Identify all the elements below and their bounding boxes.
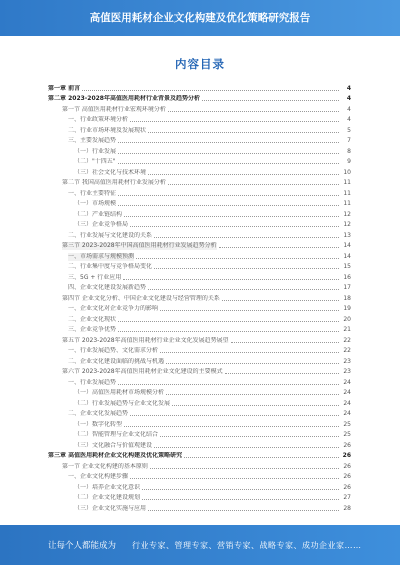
toc-entry-text: 三、5G + 行业应用 xyxy=(68,273,122,281)
toc-entry[interactable] xyxy=(48,240,351,251)
toc-page-number: 24 xyxy=(343,389,351,396)
toc-page-number: 24 xyxy=(343,378,351,386)
toc-entry[interactable] xyxy=(48,481,351,492)
toc-entry-text: 一、企业文化构建步骤 xyxy=(68,473,129,480)
toc-leader-dots xyxy=(118,331,339,332)
header-divider xyxy=(0,36,400,38)
toc-leader-dots xyxy=(222,300,339,301)
footer-slogan: 让每个人都能成为 xyxy=(48,541,117,551)
toc-entry-text: 一、行业发展趋势 xyxy=(68,378,117,386)
toc-leader-dots xyxy=(142,489,339,490)
toc-entry-text: 一、行业主要特征 xyxy=(68,189,117,197)
toc-entry-text: （三）文化融合与价值观建设 xyxy=(74,441,153,449)
toc-leader-dots xyxy=(118,321,339,322)
toc-page-number: 27 xyxy=(343,494,351,501)
toc-entry-text: （一）培养企业文化意识 xyxy=(74,483,141,491)
toc-entry[interactable] xyxy=(48,282,351,293)
toc-leader-dots xyxy=(154,237,339,238)
toc-entry[interactable] xyxy=(48,229,351,240)
toc-page-number: 25 xyxy=(343,420,351,428)
page-footer xyxy=(0,525,400,565)
toc-leader-dots xyxy=(130,121,339,122)
toc-entry-text: （一）市场规模 xyxy=(74,200,117,207)
toc-heading: 内容目录 xyxy=(175,57,225,71)
toc-leader-dots xyxy=(225,373,339,374)
toc-page-number: 23 xyxy=(343,368,351,375)
toc-page-number: 26 xyxy=(343,483,351,491)
toc-entry[interactable] xyxy=(48,156,351,167)
toc-page-number: 16 xyxy=(343,273,351,281)
toc-page-number: 26 xyxy=(343,462,351,470)
toc-page-number: 26 xyxy=(343,441,351,449)
toc-leader-dots xyxy=(219,247,339,248)
toc-page-number: 22 xyxy=(343,336,351,344)
toc-page-number: 13 xyxy=(343,231,351,239)
toc-leader-dots xyxy=(118,142,339,143)
toc-entry-text: 一、行业发展趋势、文化需求分析 xyxy=(68,347,159,354)
toc-entry-text: （一）数字化转型 xyxy=(74,420,123,428)
toc-entry[interactable] xyxy=(48,145,351,156)
toc-entry[interactable] xyxy=(48,429,351,440)
toc-entry-text: 二、行业集中度与竞争格局变化 xyxy=(68,263,153,270)
toc-entry[interactable] xyxy=(48,219,351,230)
toc-page-number: 19 xyxy=(343,305,351,312)
toc-leader-dots xyxy=(168,111,339,112)
toc-leader-dots xyxy=(150,468,339,469)
toc-leader-dots xyxy=(154,268,339,269)
toc-page-number: 11 xyxy=(343,189,351,197)
toc-leader-dots xyxy=(82,90,339,91)
toc-leader-dots xyxy=(168,184,339,185)
toc-entry-text: 第一章 前言 xyxy=(48,84,81,92)
toc-page-number: 25 xyxy=(343,431,351,438)
toc-entry[interactable] xyxy=(48,124,351,135)
toc-leader-dots xyxy=(160,436,339,437)
report-title: 高值医用耗材企业文化构建及优化策略研究报告 xyxy=(89,12,311,24)
toc-entry-text: 三、主要发展趋势 xyxy=(68,137,117,144)
toc-entry[interactable] xyxy=(48,408,351,419)
toc-entry[interactable] xyxy=(48,114,351,125)
toc-page-number: 22 xyxy=(343,347,351,354)
toc-leader-dots xyxy=(124,216,339,217)
toc-page-number: 24 xyxy=(343,399,351,407)
toc-leader-dots xyxy=(160,352,339,353)
toc-entry[interactable] xyxy=(48,303,351,314)
toc-entry-text: 第一节 高值医用耗材行业宏观环境分析 xyxy=(62,105,166,113)
toc-entry-text: 第二章 2023-2028年高值医用耗材行业背景及趋势分析 xyxy=(48,95,200,102)
toc-leader-dots xyxy=(148,289,339,290)
toc-page-number: 23 xyxy=(343,357,351,365)
toc-entry[interactable] xyxy=(48,292,351,303)
toc-page-number: 24 xyxy=(343,410,351,417)
toc-entry[interactable] xyxy=(48,450,351,461)
toc-page-number: 9 xyxy=(347,158,351,165)
toc-entry[interactable] xyxy=(48,439,351,450)
toc-entry-text: 二、行业发展与文化建设的关系 xyxy=(68,231,153,239)
toc-leader-dots xyxy=(166,363,339,364)
toc-entry-text: 四、企业文化建设发展新趋势 xyxy=(68,284,147,291)
toc-leader-dots xyxy=(130,226,339,227)
toc-entry[interactable] xyxy=(48,93,351,104)
toc-leader-dots xyxy=(142,499,339,500)
footer-roles: 行业专家、管理专家、营销专家、战略专家、成功企业家…… xyxy=(132,540,362,550)
toc-entry[interactable] xyxy=(48,418,351,429)
toc-entry[interactable] xyxy=(48,271,351,282)
toc-page-number: 10 xyxy=(343,168,351,176)
toc-entry-text: 二、行业市场环境及发展现状 xyxy=(68,126,147,134)
toc-page-number: 12 xyxy=(343,210,351,218)
toc-entry[interactable] xyxy=(48,387,351,398)
toc-entry[interactable] xyxy=(48,376,351,387)
toc-entry-text: （三）社会文化与技术环境 xyxy=(74,168,147,176)
toc-leader-dots xyxy=(154,447,339,448)
toc-entry[interactable] xyxy=(48,502,351,513)
toc-leader-dots xyxy=(148,510,339,511)
toc-entry[interactable] xyxy=(48,103,351,114)
report-header xyxy=(0,0,400,36)
toc-entry-text: 一、行业政策环境分析 xyxy=(68,116,129,123)
toc-page-number: 7 xyxy=(347,137,351,144)
toc-leader-dots xyxy=(118,205,339,206)
toc-entry[interactable] xyxy=(48,250,351,261)
toc-page-number: 26 xyxy=(342,452,351,459)
toc-leader-dots xyxy=(160,310,339,311)
toc-entry-text: 第三节 2023-2028年中国高值医用耗材行业发展趋势分析 xyxy=(62,242,217,249)
toc-page-number: 4 xyxy=(346,95,351,102)
toc-entry-text: （一）行业发展 xyxy=(74,147,117,155)
toc-entry[interactable] xyxy=(48,135,351,146)
toc-entry[interactable] xyxy=(48,334,351,345)
toc-entry[interactable] xyxy=(48,345,351,356)
toc-page-number: 8 xyxy=(347,147,351,155)
toc-leader-dots xyxy=(136,258,339,259)
toc-leader-dots xyxy=(172,405,339,406)
toc-entry[interactable] xyxy=(48,208,351,219)
toc-entry-text: 第六节 2023-2028年高值医用耗材企业文化建设的主要模式 xyxy=(62,368,223,375)
toc-leader-dots xyxy=(231,342,339,343)
toc-leader-dots xyxy=(130,478,339,479)
toc-entry[interactable] xyxy=(48,471,351,482)
toc-entry-text: （三）企业文化实施与应用 xyxy=(74,504,147,512)
toc-page-number: 14 xyxy=(343,252,351,260)
toc-entry[interactable] xyxy=(48,492,351,503)
toc-entry-text: 第二节 我国高值医用耗材行业发展分析 xyxy=(62,179,166,186)
toc-page-number: 28 xyxy=(343,504,351,512)
toc-leader-dots xyxy=(118,384,339,385)
toc-entry-text: 三、企业竞争优势 xyxy=(68,326,117,333)
toc-entry-text: 一、市场需求与规模预测 xyxy=(68,252,135,260)
toc-entry-text: 二、企业文化建设面临的挑战与机遇 xyxy=(68,357,165,365)
toc-entry[interactable] xyxy=(48,313,351,324)
toc-leader-dots xyxy=(130,415,339,416)
toc-leader-dots xyxy=(148,174,339,175)
toc-entry[interactable] xyxy=(48,261,351,272)
toc-page-number: 20 xyxy=(343,315,351,323)
toc-page-number: 11 xyxy=(343,200,351,207)
toc-entry[interactable] xyxy=(48,355,351,366)
toc-entry-text: （二）行业发展趋势与企业文化发展 xyxy=(74,399,171,407)
toc-entry[interactable] xyxy=(48,82,351,93)
toc-page-number: 15 xyxy=(343,263,351,270)
toc-leader-dots xyxy=(118,163,339,164)
toc-entry-text: 第一节 企业文化构建的基本原则 xyxy=(62,462,148,470)
toc-leader-dots xyxy=(202,100,339,101)
toc-entry-text: 二、企业文化发展趋势 xyxy=(68,410,129,417)
toc-entry-text: 二、企业文化现状 xyxy=(68,315,117,323)
toc-entry-text: （二）智能管理与企业文化结合 xyxy=(74,431,159,438)
toc-page-number: 17 xyxy=(343,284,351,291)
toc-entry-text: （二）产业链结构 xyxy=(74,210,123,218)
toc-page-number: 4 xyxy=(346,84,351,92)
toc-entry-text: 第五节 2023-2028年高值医用耗材行业企业文化发展趋势展望 xyxy=(62,336,229,344)
toc-leader-dots xyxy=(118,153,339,154)
toc-entry[interactable] xyxy=(48,198,351,209)
toc-entry[interactable] xyxy=(48,177,351,188)
toc-entry-text: 一、企业文化对企业竞争力的影响 xyxy=(68,305,159,312)
toc-entry[interactable] xyxy=(48,187,351,198)
toc-entry[interactable] xyxy=(48,460,351,471)
toc-page-number: 11 xyxy=(343,179,351,186)
toc-page-number: 4 xyxy=(347,116,351,123)
toc-entry-text: （二）"十四五" xyxy=(74,158,116,165)
toc-leader-dots xyxy=(123,279,339,280)
toc-page-number: 14 xyxy=(343,242,351,249)
toc-page-number: 26 xyxy=(343,473,351,480)
toc-page-number: 21 xyxy=(343,326,351,333)
toc-entry-text: （三）企业竞争格局 xyxy=(74,221,129,228)
toc-leader-dots xyxy=(184,457,339,458)
toc-entry-text: 第三章 高值医用耗材企业文化构建及优化策略研究 xyxy=(48,452,183,459)
toc-entry[interactable] xyxy=(48,324,351,335)
toc-entry[interactable] xyxy=(48,397,351,408)
toc-leader-dots xyxy=(166,394,339,395)
toc-page-number: 18 xyxy=(343,294,351,302)
toc-page-number: 4 xyxy=(347,105,351,113)
toc-entry-text: （二）企业文化建设规划 xyxy=(74,494,141,501)
toc-entry[interactable] xyxy=(48,166,351,177)
toc-entry-text: （一）高值医用耗材市场规模分析 xyxy=(74,389,165,396)
table-of-contents xyxy=(48,82,351,513)
toc-page-number: 5 xyxy=(347,126,351,134)
toc-leader-dots xyxy=(118,195,339,196)
toc-leader-dots xyxy=(124,426,339,427)
toc-entry[interactable] xyxy=(48,366,351,377)
toc-page-number: 12 xyxy=(343,221,351,228)
toc-leader-dots xyxy=(148,132,339,133)
toc-entry-text: 第四节 企业文化分析、中国企业文化建设与经营管理的关系 xyxy=(62,294,220,302)
